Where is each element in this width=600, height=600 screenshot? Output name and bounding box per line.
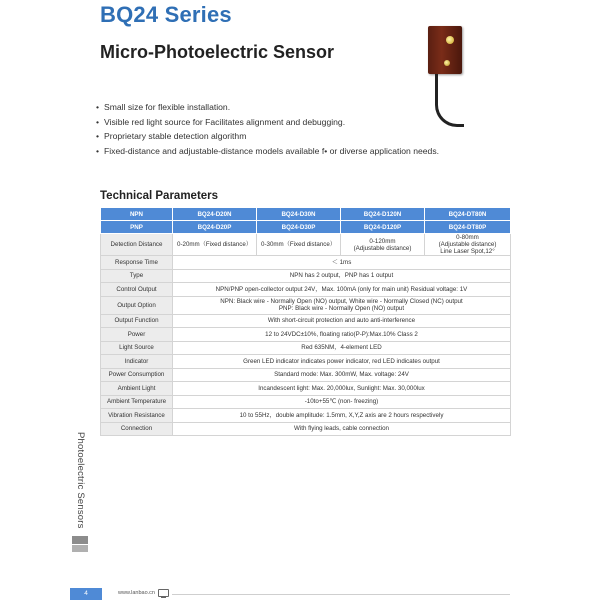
table-row — [101, 314, 511, 328]
table-cell: 10 to 55Hz，double amplitude: 1.5mm, X,Y,Z axis are 2 hours respectively — [173, 409, 511, 423]
feature-item: • Proprietary stable detection algorithm — [96, 129, 439, 144]
row-label: Power — [101, 328, 173, 342]
table-cell: With flying leads, cable connection — [173, 422, 511, 436]
table-cell: Green LED indicator indicates power indicator, red LED indicates output — [173, 355, 511, 369]
cell-line: PNP: Black wire - Normally Open (NO) output — [278, 305, 405, 312]
model-cell: BQ24-D20P — [173, 221, 257, 234]
table-row — [101, 382, 511, 396]
table-row — [101, 256, 511, 270]
footer-url: www.lanbao.cn — [118, 590, 155, 596]
sensor-body — [428, 26, 462, 74]
table-row — [101, 269, 511, 283]
model-cell: BQ24-D30N — [257, 208, 341, 221]
table-row-detection-distance — [101, 234, 511, 256]
row-label: Vibration Resistance — [101, 409, 173, 423]
feature-list — [96, 100, 439, 158]
row-label: Power Consumption — [101, 368, 173, 382]
row-label: PNP — [101, 221, 173, 234]
row-label: Response Time — [101, 256, 173, 270]
table-row — [101, 355, 511, 369]
footer-divider — [172, 594, 510, 595]
side-tab-marker — [72, 536, 88, 544]
table-row — [101, 296, 511, 314]
cell-line: (Adjustable distance) — [353, 244, 412, 252]
series-title: BQ24 Series — [100, 2, 232, 27]
table-cell: 0-30mm（Fixed distance） — [257, 234, 341, 256]
product-title: Micro-Photoelectric Sensor — [100, 42, 335, 62]
table-row — [101, 395, 511, 409]
row-label: Control Output — [101, 283, 173, 297]
table-row — [101, 368, 511, 382]
feature-item: • Fixed-distance and adjustable-distance models available f• or diverse application needs. — [96, 144, 439, 159]
feature-item: • Small size for flexible installation. — [96, 100, 439, 115]
row-label: Light Source — [101, 341, 173, 355]
table-cell: NPN/PNP open-collector output 24V，Max. 100mA (only for main unit) Residual voltage: 1V — [173, 283, 511, 297]
cell-line: 0-80mm — [456, 234, 479, 241]
row-label: Output Option — [101, 296, 173, 314]
model-cell: BQ24-D20N — [173, 208, 257, 221]
row-label: Ambient Light — [101, 382, 173, 396]
row-label: Detection Distance — [101, 234, 173, 256]
table-cell: With short-circuit protection and auto anti-interference — [173, 314, 511, 328]
table-cell: ＜ 1ms — [173, 256, 511, 270]
table-cell: Incandescent light: Max. 20,000lux, Sunlight: Max. 30,000lux — [173, 382, 511, 396]
page-number: 4 — [70, 588, 102, 600]
side-tab-marker — [72, 545, 88, 552]
table-row — [101, 341, 511, 355]
model-cell: BQ24-DT80N — [425, 208, 511, 221]
table-cell: -10to+55℃ (non- freezing) — [173, 395, 511, 409]
feature-item: • Visible red light source for Facilitates alignment and debugging. — [96, 115, 439, 130]
row-label: Ambient Temperature — [101, 395, 173, 409]
section-title: Technical Parameters — [100, 190, 219, 202]
cell-line: (Adjustable distance) — [438, 241, 497, 248]
table-row-pnp — [101, 221, 511, 234]
row-label: Connection — [101, 422, 173, 436]
table-cell: Red 635NM，4-element LED — [173, 341, 511, 355]
table-row — [101, 283, 511, 297]
sensor-lens-icon — [446, 36, 454, 44]
side-category-label: Photoelectric Sensors — [75, 432, 86, 529]
table-row — [101, 422, 511, 436]
row-label: Output Function — [101, 314, 173, 328]
cell-line: 0-120mm — [369, 237, 396, 245]
cell-line: Line Laser Spot,12° — [440, 248, 495, 255]
table-cell: 0-20mm（Fixed distance） — [173, 234, 257, 256]
table-row — [101, 409, 511, 423]
technical-parameters-table — [100, 207, 511, 436]
table-cell — [341, 234, 425, 256]
model-cell: BQ24-D120P — [341, 221, 425, 234]
table-cell: NPN has 2 output，PNP has 1 output — [173, 269, 511, 283]
table-cell: Standard mode: Max. 300mW, Max. voltage: 24V — [173, 368, 511, 382]
row-label: Indicator — [101, 355, 173, 369]
row-label: NPN — [101, 208, 173, 221]
table-row-npn — [101, 208, 511, 221]
model-cell: BQ24-D30P — [257, 221, 341, 234]
model-cell: BQ24-D120N — [341, 208, 425, 221]
sensor-indicator-icon — [444, 60, 450, 66]
monitor-icon — [158, 589, 169, 597]
table-cell — [425, 234, 511, 256]
cell-line: NPN: Black wire - Normally Open (NO) output, White wire - Normally Closed (NC) output — [220, 298, 463, 305]
sensor-cable — [435, 74, 464, 127]
model-cell: BQ24-DT80P — [425, 221, 511, 234]
table-cell — [173, 296, 511, 314]
table-cell: 12 to 24VDC±10%, floating ratio(P-P):Max.10% Class 2 — [173, 328, 511, 342]
table-row — [101, 328, 511, 342]
row-label: Type — [101, 269, 173, 283]
